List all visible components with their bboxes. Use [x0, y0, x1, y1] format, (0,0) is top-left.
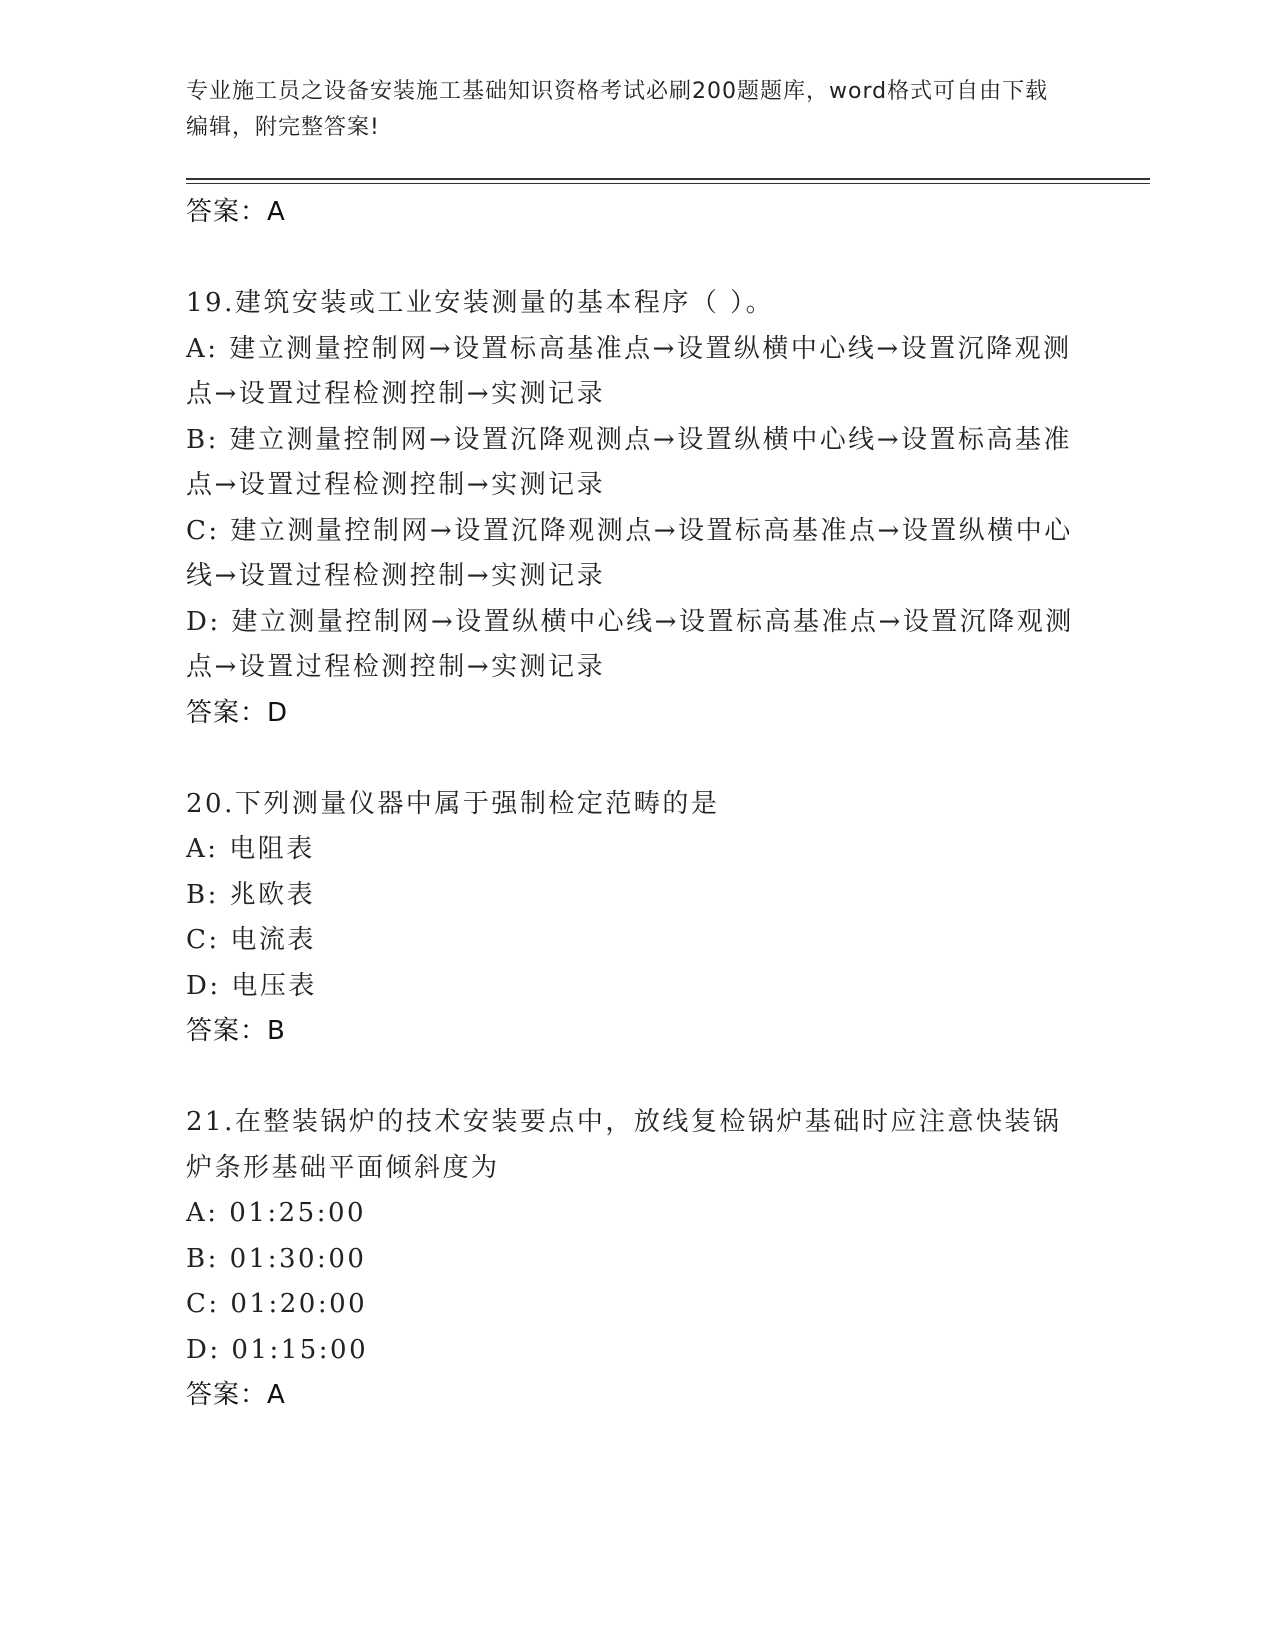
- question-block-21: [186, 1100, 1086, 1419]
- question-title: 20.下列测量仪器中属于强制检定范畴的是: [186, 788, 720, 819]
- document-body: [186, 190, 1086, 1419]
- option-d: D: 电压表: [186, 970, 317, 1001]
- option-b: B: 兆欧表: [186, 879, 316, 910]
- option-d: D: 01:15:00: [186, 1334, 369, 1365]
- option-a: A: 01:25:00: [186, 1198, 367, 1228]
- document-header: 专业施工员之设备安装施工基础知识资格考试必刷200题题库，word格式可自由下载编辑，附完整答案!: [186, 79, 1049, 140]
- option-a: A: 建立测量控制网→设置标高基准点→设置纵横中心线→设置沉降观测点→设置过程检测控制→实测记录: [186, 333, 1072, 409]
- question-block-19: [186, 281, 1086, 736]
- header-divider-thin: [186, 183, 1150, 184]
- question-block-20: [186, 782, 1086, 1055]
- question-answer: 答案：A: [186, 1380, 286, 1410]
- option-b: B: 建立测量控制网→设置沉降观测点→设置纵横中心线→设置标高基准点→设置过程检测控制→实测记录: [186, 424, 1072, 500]
- question-title: 19.建筑安装或工业安装测量的基本程序（ ）。: [186, 288, 775, 318]
- spacer: [186, 236, 1086, 282]
- header-divider-thick: [186, 178, 1150, 180]
- question-answer: 答案：D: [186, 697, 289, 728]
- spacer: [186, 1055, 1086, 1101]
- question-answer: 答案：B: [186, 1016, 286, 1046]
- question-title: 21.在整装锅炉的技术安装要点中，放线复检锅炉基础时应注意快装锅炉条形基础平面倾斜度为: [186, 1107, 1062, 1183]
- option-c: C: 01:20:00: [186, 1289, 368, 1319]
- option-b: B: 01:30:00: [186, 1243, 367, 1274]
- previous-answer: 答案：A: [186, 197, 286, 227]
- option-c: C: 电流表: [186, 925, 316, 955]
- option-a: A: 电阻表: [186, 834, 315, 864]
- option-d: D: 建立测量控制网→设置纵横中心线→设置标高基准点→设置沉降观测点→设置过程检测控制→实测记录: [186, 606, 1074, 682]
- option-c: C: 建立测量控制网→设置沉降观测点→设置标高基准点→设置纵横中心线→设置过程检测控制→实测记录: [186, 515, 1073, 591]
- spacer: [186, 736, 1086, 782]
